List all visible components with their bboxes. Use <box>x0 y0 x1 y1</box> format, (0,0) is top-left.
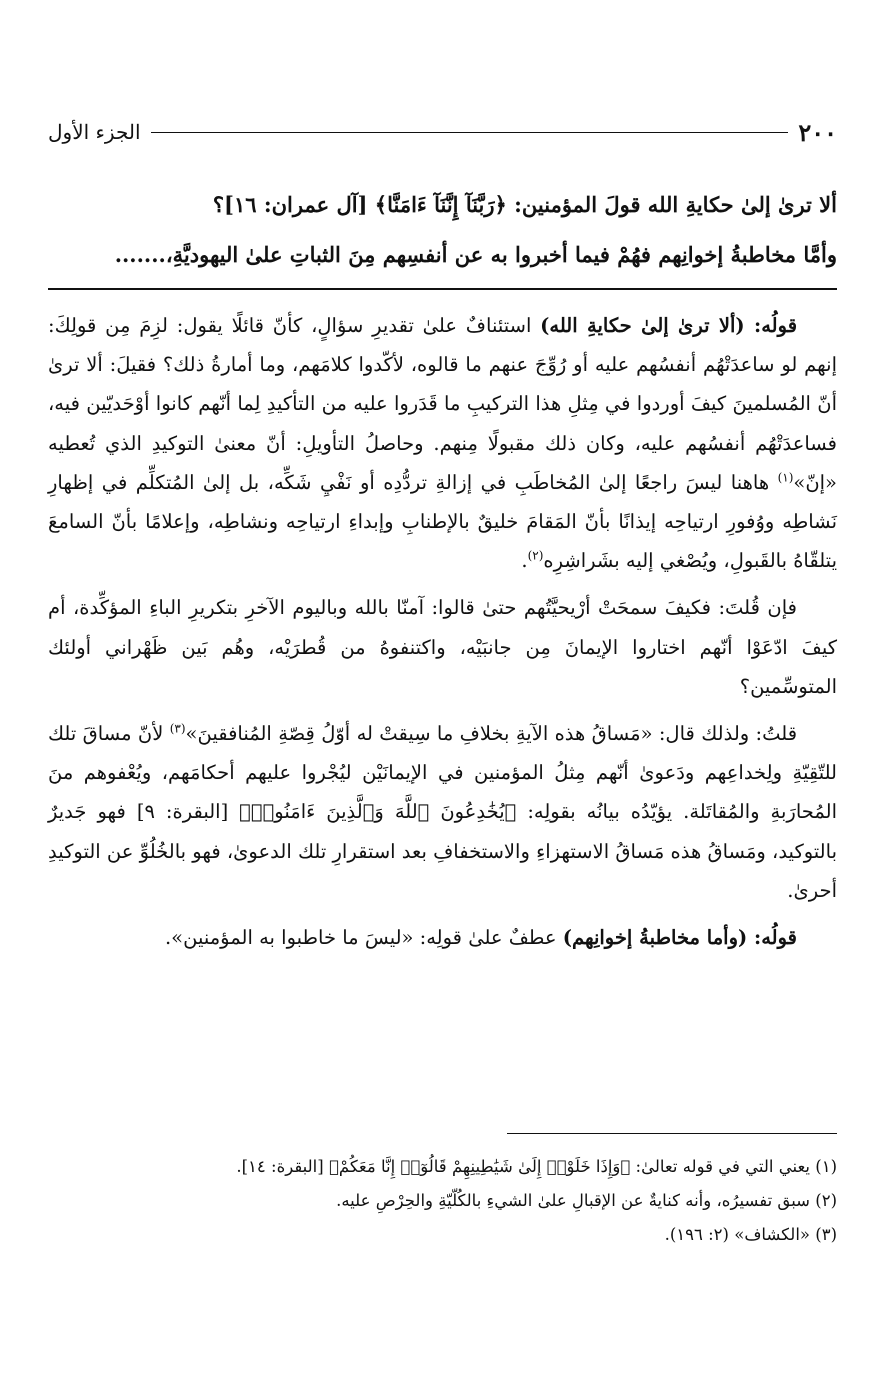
footnote-ref: (٢) <box>527 548 544 563</box>
running-header <box>48 112 837 152</box>
lemma: قولُه: (وأما مخاطبةُ إخوانِهم) <box>562 926 797 950</box>
matn-line: وأمَّا مخاطبةُ إخوانِهم فهُمْ فيما أخبروا به عن أنفسِهم مِنَ الثباتِ علىٰ اليهوديَّةِ،....... <box>114 242 837 267</box>
commentary-paragraph <box>48 918 837 957</box>
paragraph-text: لأنّ مساقَ تلك للتّقِيّةِ ولِخداعِهم ودَعوىٰ أنّهم مِثلُ المؤمنين في الإيمانَيْن ليُجْروا عليهم أحكامَهم، ويُعْفوهم منَ المُحارَبةِ والمُقاتَلة. يؤيّدُه بيانُه بقولِه: ﴿يُخَٰدِعُونَ ٱللَّهَ وَٱلَّذِينَ ءَامَنُوا۟﴾ [البقرة: ٩] فهو جَديرٌ بالتوكيد، ومَساقُ هذه مَساقُ الاستهزاءِ والاستخفافِ بعد استقرارِ تلك الدعوىٰ، فهو بالخُلُوِّ عن التوكيدِ أحرىٰ. <box>48 722 837 902</box>
footnote-ref: (٣) <box>169 721 186 736</box>
matn-divider <box>48 288 837 290</box>
paragraph-text: عطفٌ علىٰ قولِه: «ليسَ ما خاطبوا به المؤمنين». <box>164 926 563 950</box>
volume-title: الجزء الأول <box>48 120 141 144</box>
footnote-divider <box>507 1133 837 1134</box>
matn-text <box>48 180 837 280</box>
paragraph-text: قلتُ: ولذلك قال: «مَساقُ هذه الآيةِ بخلافِ ما سِيقتْ له أوّلُ قِصّةِ المُنافقينَ» <box>185 722 798 746</box>
footnotes <box>48 1150 837 1252</box>
paragraph-text: هاهنا ليسَ راجعًا إلىٰ المُخاطَبِ في إزالةِ تردُّدِه أو نَفْيِ شَكِّه، بل إلىٰ المُتكلِّم في إظهارِ نَشاطِه ووُفورِ ارتياحِه إيذانًا بأنّ المَقامَ خليقٌ بالإطنابِ وإبداءِ ارتياحِه ونشاطِه، وإعلامًا بأنّ السامعَ يتلقّاهُ بالقَبولِ، ويُصْغي إليه بشَراشِرِه <box>48 470 837 573</box>
paragraph-text: استئنافٌ علىٰ تقديرِ سؤالٍ، كأنّ قائلًا يقول: لزِمَ مِن قولِكَ: إنهم لو ساعدَتْهُم أنفسُهم عليه أو رُوِّجَ عنهم ما قالوه، لأكّدوا كلامَهم، وما أمارةُ ذلك؟ فقيلَ: ألا ترىٰ أنّ المُسلمينَ كيفَ أوردوا في مِثلِ هذا التركيبِ ما قَدَروا عليه من التأكيدِ لِما أنّهم كانوا أوْحَديّين فيه، فساعدَتْهُم أنفسُهم عليه، وكان ذلك مقبولًا مِنهم. وحاصلُ التأويلِ: أنّ معنىٰ التوكيدِ الذي تُعطيه «إنّ» <box>48 314 837 494</box>
header-rule <box>151 132 789 133</box>
matn-line: ألا ترىٰ إلىٰ حكايةِ الله قولَ المؤمنين: ﴿رَبَّنَآ إِنَّنَآ ءَامَنَّا﴾ [آل عمران: ١٦]؟ <box>212 192 837 217</box>
page-number: ٢٠٠ <box>798 117 837 147</box>
commentary-paragraph: فإن قُلتَ: فكيفَ سمحَتْ أرْيحيَّتُهم حتىٰ قالوا: آمنّا بالله وباليوم الآخرِ بتكريرِ الباءِ المؤكِّدة، أم كيفَ ادّعَوْا أنّهم اختاروا الإيمانَ مِن جانبَيْه، واكتنفوهُ من قُطرَيْه، وهُم بَين ظَهْراني أولئك المتوسِّمين؟ <box>48 596 837 698</box>
commentary-body <box>48 306 837 957</box>
lemma: قولُه: (ألا ترىٰ إلىٰ حكايةِ الله) <box>540 314 798 337</box>
paragraph-text: . <box>521 549 528 573</box>
commentary-paragraph <box>48 306 837 580</box>
footnote: (٣) «الكشاف» (٢: ١٩٦). <box>664 1225 837 1244</box>
commentary-paragraph <box>48 714 837 910</box>
footnote-ref: (١) <box>777 470 794 485</box>
footnote: (٢) سبق تفسيرُه، وأنه كنايةٌ عن الإقبالِ علىٰ الشيءِ بالكُلّيّةِ والحِرْصِ عليه. <box>336 1191 837 1210</box>
footnote: (١) يعني التي في قوله تعالىٰ: ﴿وَإِذَا خَلَوْا۟ إِلَىٰ شَيَٰطِينِهِمْ قَالُوٓا۟ إِنَّا مَعَكُمْ﴾ [البقرة: ١٤]. <box>236 1157 837 1176</box>
